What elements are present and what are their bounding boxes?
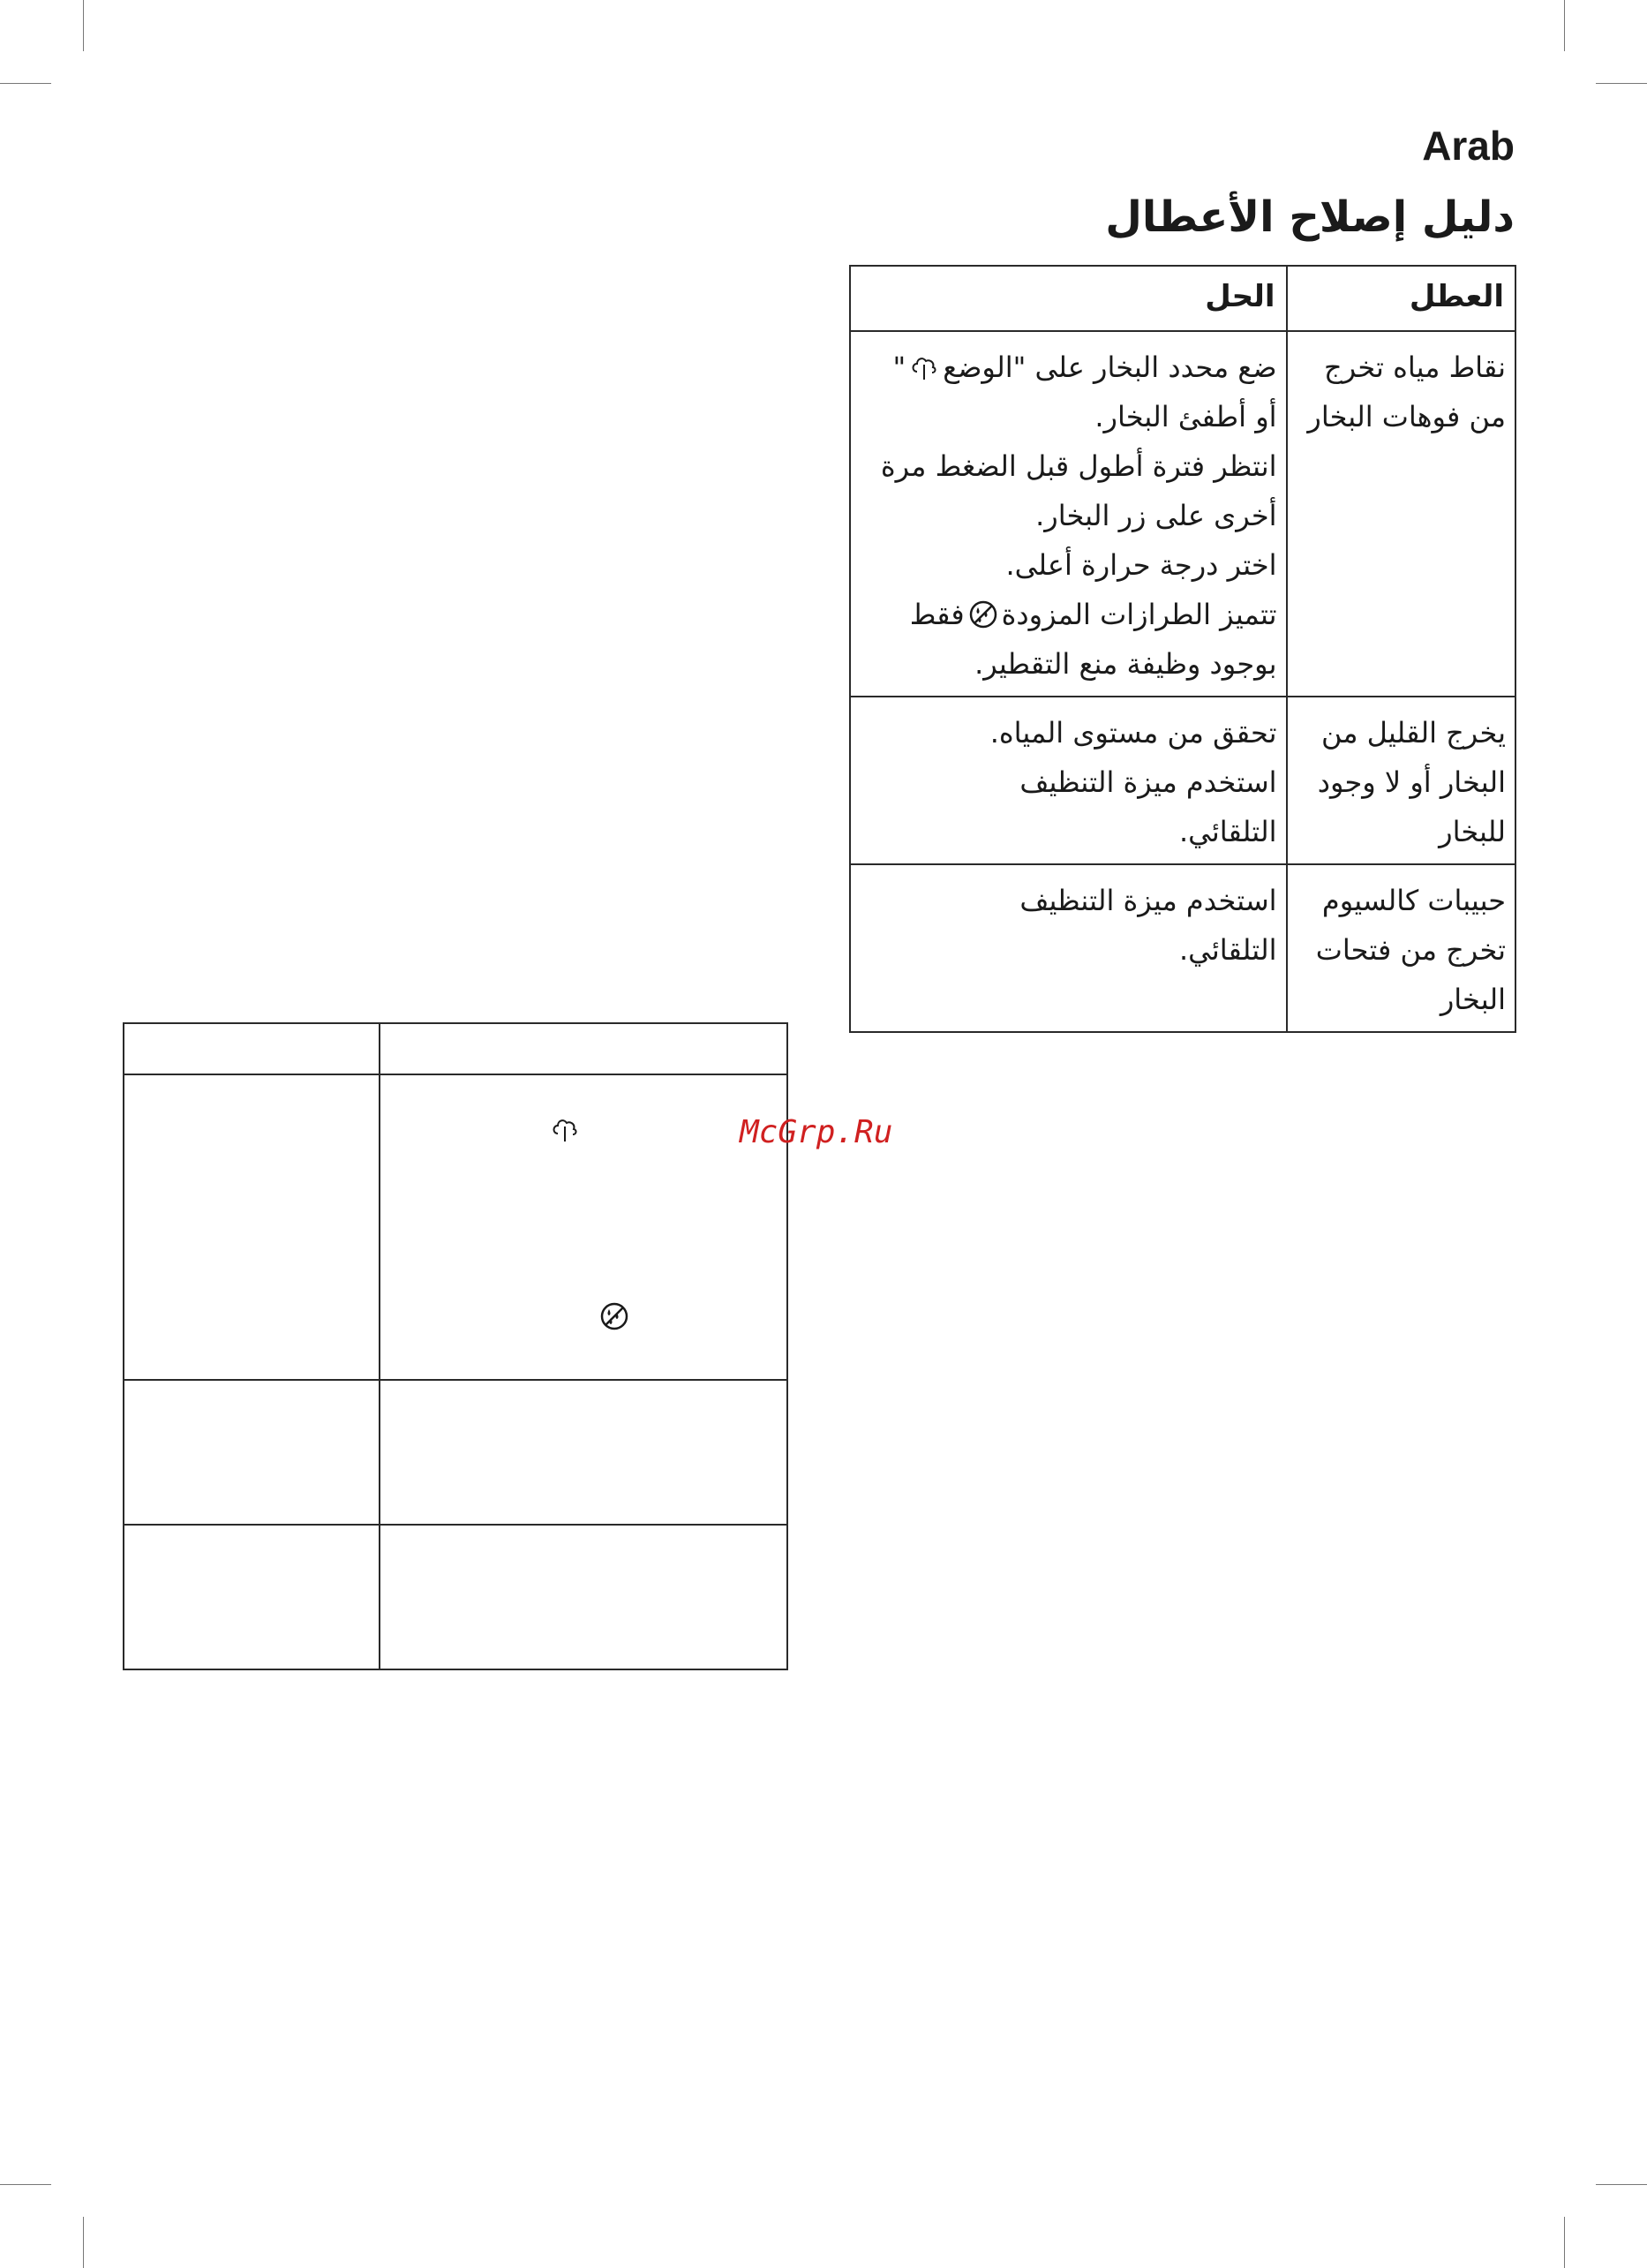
solution-cell bbox=[850, 864, 1287, 1032]
crop-mark bbox=[0, 2184, 51, 2185]
table-row bbox=[124, 1380, 787, 1525]
empty-cell bbox=[380, 1380, 787, 1525]
header-problem: العطل bbox=[1287, 266, 1515, 331]
crop-mark bbox=[1596, 2184, 1647, 2185]
table-row bbox=[850, 864, 1515, 1032]
problem-line: البخار bbox=[1440, 983, 1506, 1016]
solution-text: ضع محدد البخار على "الوضع bbox=[943, 350, 1277, 384]
solution-cell bbox=[850, 697, 1287, 864]
empty-cell bbox=[124, 1380, 380, 1525]
problem-line: للبخار bbox=[1439, 815, 1506, 848]
table-row bbox=[124, 1525, 787, 1669]
solution-line: بوجود وظيفة منع التقطير. bbox=[974, 647, 1277, 681]
language-label: Arab bbox=[1422, 123, 1515, 169]
problem-line: يخرج القليل من bbox=[1320, 716, 1506, 750]
table-header-row bbox=[850, 266, 1515, 331]
empty-cell bbox=[124, 1074, 380, 1380]
crop-mark bbox=[1564, 2217, 1565, 2268]
solution-line: التلقائي. bbox=[1178, 815, 1277, 848]
solution-line: انتظر فترة أطول قبل الضغط مرة bbox=[880, 449, 1277, 483]
steam-off-icon bbox=[550, 1114, 580, 1144]
solution-line: استخدم ميزة التنظيف bbox=[1019, 884, 1277, 917]
solution-line: التلقائي. bbox=[1178, 933, 1277, 967]
solution-line: اختر درجة حرارة أعلى. bbox=[1005, 548, 1277, 582]
empty-header-cell bbox=[380, 1023, 787, 1074]
table-row bbox=[850, 697, 1515, 864]
empty-cell bbox=[124, 1525, 380, 1669]
solution-text: تتميز الطرازات المزودة bbox=[1001, 598, 1277, 631]
problem-line: نقاط مياه تخرج bbox=[1324, 350, 1506, 384]
problem-line: البخار أو لا وجود bbox=[1317, 765, 1506, 799]
empty-placeholder-table bbox=[123, 1022, 788, 1670]
crop-mark bbox=[83, 2217, 84, 2268]
crop-mark bbox=[1564, 0, 1565, 51]
troubleshooting-table bbox=[849, 265, 1516, 1033]
page-title: دليل إصلاح الأعطال bbox=[1105, 192, 1515, 242]
solution-line: أو أطفئ البخار. bbox=[1094, 400, 1277, 433]
solution-line bbox=[860, 343, 1277, 392]
table-row bbox=[124, 1074, 787, 1380]
empty-header-cell bbox=[124, 1023, 380, 1074]
solution-line: أخرى على زر البخار. bbox=[1035, 499, 1277, 532]
problem-line: تخرج من فتحات bbox=[1315, 933, 1506, 967]
crop-mark bbox=[0, 83, 51, 84]
solution-line: استخدم ميزة التنظيف bbox=[1019, 765, 1277, 799]
empty-cell bbox=[380, 1525, 787, 1669]
steam-off-icon bbox=[909, 352, 939, 382]
table-header-row bbox=[124, 1023, 787, 1074]
anti-drip-icon bbox=[599, 1301, 629, 1331]
solution-cell bbox=[850, 331, 1287, 697]
crop-mark bbox=[83, 0, 84, 51]
solution-text: " bbox=[892, 350, 906, 384]
solution-line bbox=[860, 590, 1277, 639]
table-row bbox=[850, 331, 1515, 697]
watermark: McGrp.Ru bbox=[740, 1114, 893, 1150]
anti-drip-icon bbox=[968, 599, 998, 629]
problem-line: من فوهات البخار bbox=[1307, 400, 1506, 433]
problem-cell bbox=[1287, 331, 1515, 697]
header-solution: الحل bbox=[850, 266, 1287, 331]
solution-line: تحقق من مستوى المياه. bbox=[989, 716, 1277, 750]
problem-line: حبيبات كالسيوم bbox=[1321, 884, 1506, 917]
solution-text: فقط bbox=[909, 598, 965, 631]
crop-mark bbox=[1596, 83, 1647, 84]
problem-cell bbox=[1287, 697, 1515, 864]
empty-cell bbox=[380, 1074, 787, 1380]
problem-cell bbox=[1287, 864, 1515, 1032]
